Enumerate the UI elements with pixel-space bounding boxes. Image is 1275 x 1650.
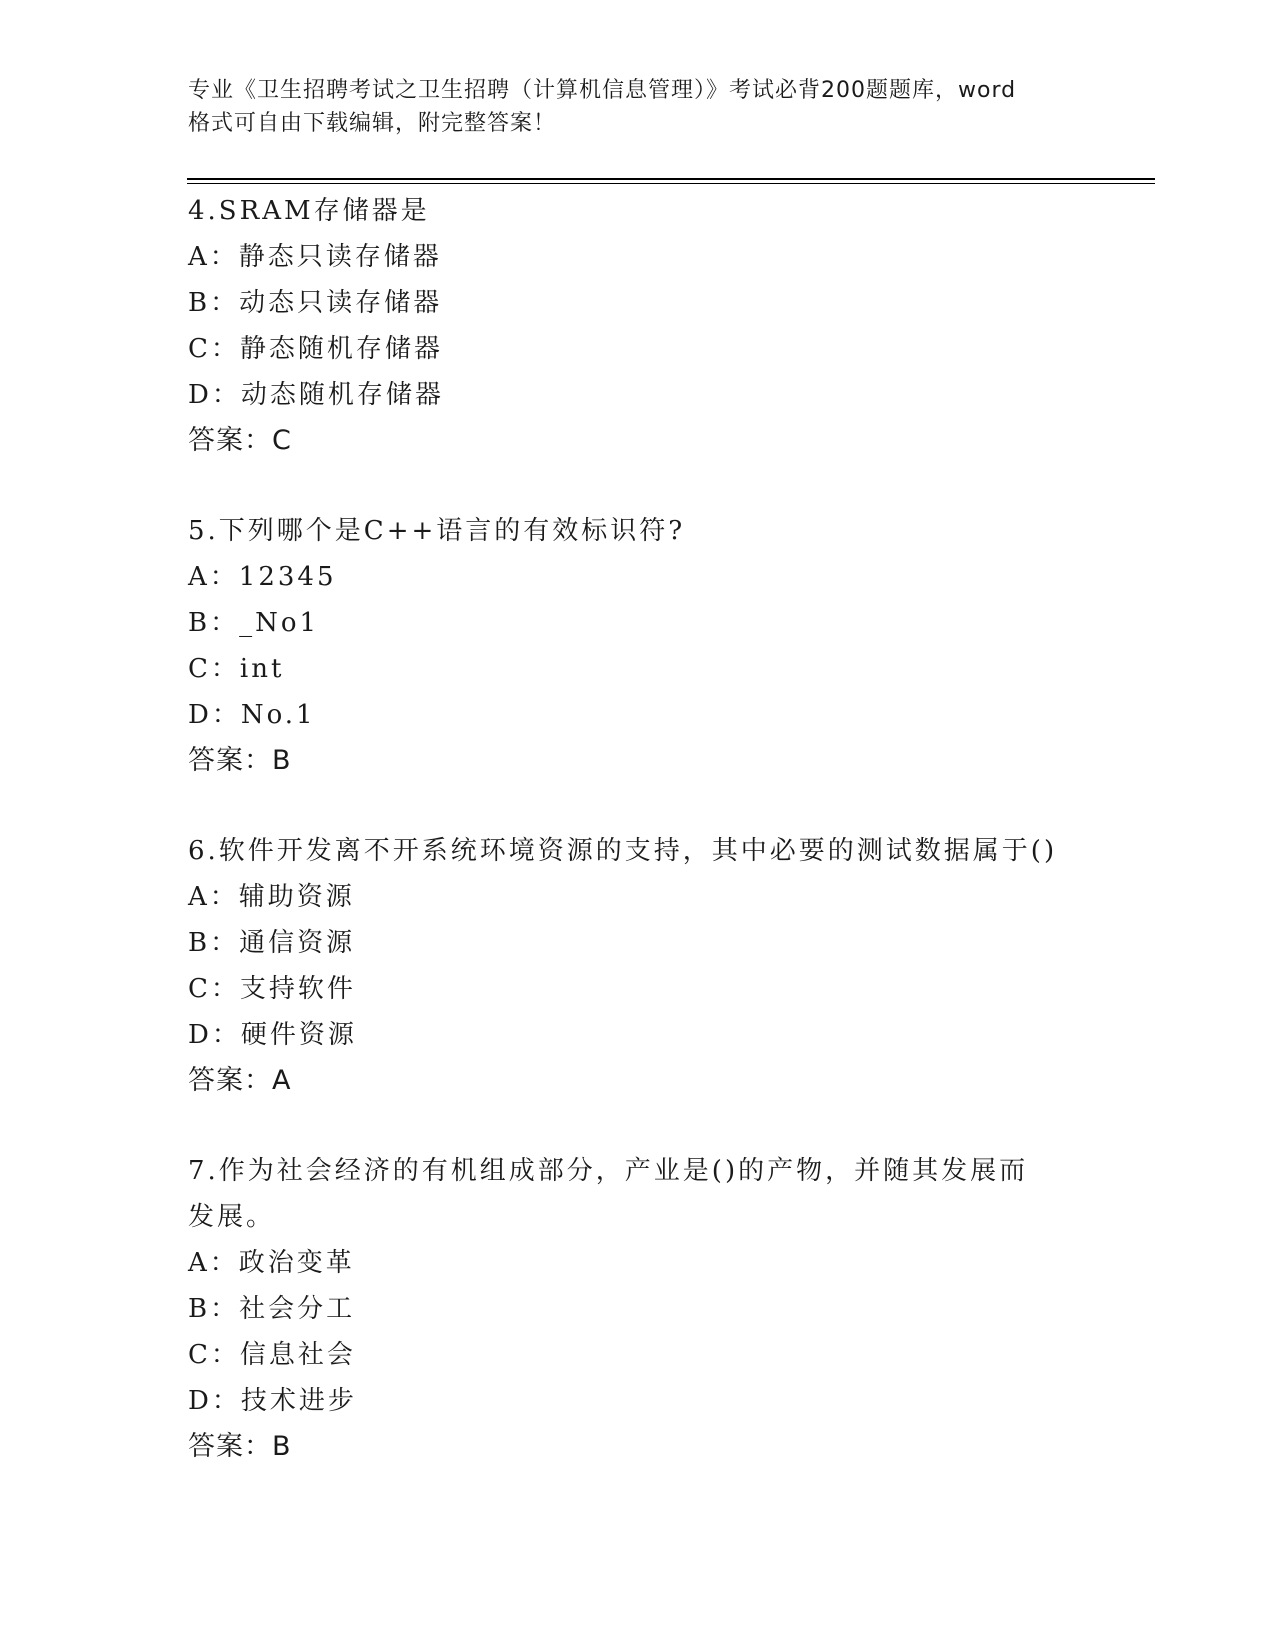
- question-6: [188, 828, 1088, 1104]
- question-stem: 4.SRAM存储器是: [188, 196, 430, 226]
- question-stem: 7.作为社会经济的有机组成部分，产业是()的产物，并随其发展而发展。: [188, 1156, 1029, 1232]
- header-line-2: 格式可自由下载编辑，附完整答案！: [188, 111, 557, 136]
- answer: 答案：B: [188, 1431, 292, 1462]
- question-stem: 6.软件开发离不开系统环境资源的支持，其中必要的测试数据属于(): [188, 836, 1058, 866]
- option-d: D：No.1: [188, 700, 316, 730]
- option-d: D：技术进步: [188, 1386, 357, 1416]
- option-b: B：_No1: [188, 608, 320, 638]
- header-divider-thin: [187, 183, 1155, 184]
- option-a: A：12345: [188, 562, 337, 592]
- option-a: A：辅助资源: [188, 882, 355, 912]
- answer: 答案：B: [188, 745, 292, 776]
- option-c: C：int: [188, 654, 285, 684]
- answer: 答案：A: [188, 1065, 292, 1096]
- option-c: C：信息社会: [188, 1340, 356, 1370]
- option-c: C：支持软件: [188, 974, 356, 1004]
- question-5: [188, 508, 1088, 784]
- option-c: C：静态随机存储器: [188, 334, 443, 364]
- question-4: [188, 188, 1088, 464]
- option-b: B：动态只读存储器: [188, 288, 443, 318]
- option-b: B：社会分工: [188, 1294, 356, 1324]
- document-header: [188, 74, 1088, 140]
- answer: 答案：C: [188, 425, 292, 456]
- question-stem: 5.下列哪个是C++语言的有效标识符?: [188, 516, 686, 546]
- header-divider-thick: [187, 178, 1155, 180]
- option-a: A：政治变革: [188, 1248, 355, 1278]
- option-d: D：动态随机存储器: [188, 380, 444, 410]
- option-d: D：硬件资源: [188, 1020, 357, 1050]
- option-b: B：通信资源: [188, 928, 356, 958]
- question-7: [188, 1148, 1088, 1470]
- option-a: A：静态只读存储器: [188, 242, 442, 272]
- header-line-1: 专业《卫生招聘考试之卫生招聘（计算机信息管理）》考试必背200题题库，word: [188, 78, 1017, 103]
